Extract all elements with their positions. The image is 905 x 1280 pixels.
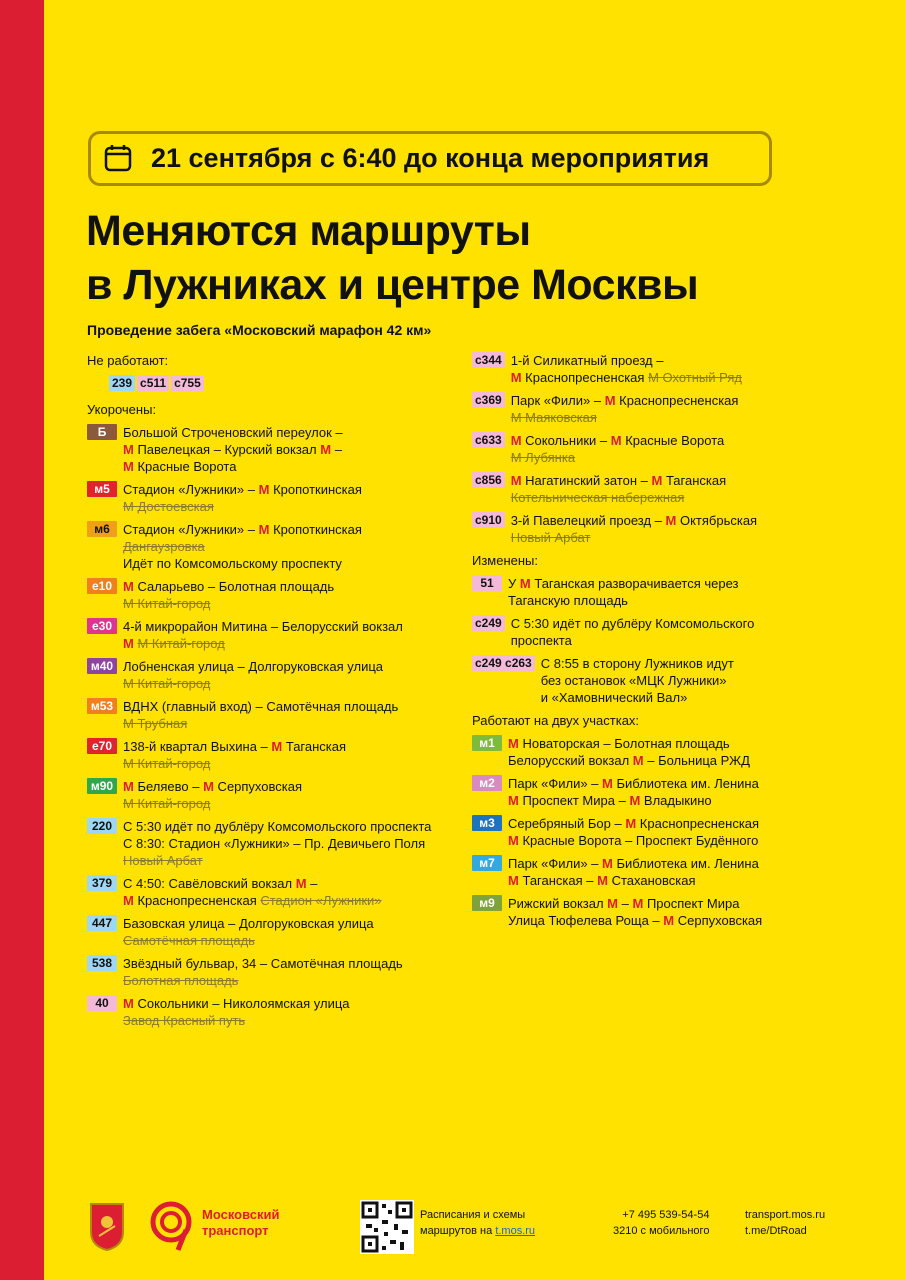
route-badge: м1 — [472, 735, 502, 751]
route-description-line — [508, 815, 759, 832]
left-red-stripe — [0, 0, 44, 1280]
route-item — [87, 915, 487, 949]
route-description-line — [123, 715, 398, 732]
cancelled-stop: М Китай-город — [123, 596, 211, 611]
metro-icon: М — [625, 816, 637, 831]
route-badge: 379 — [87, 875, 117, 891]
route-badge: м40 — [87, 658, 117, 674]
route-badge: с369 — [472, 392, 505, 408]
route-text: Звёздный бульвар, 34 – Самотёчная площадь — [123, 956, 403, 971]
route-text: Стадион «Лужники» – М Кропоткинская — [123, 522, 362, 537]
route-description-line — [511, 529, 757, 546]
route-item — [472, 432, 892, 466]
route-description-line — [123, 618, 403, 635]
route-text: без остановок «МЦК Лужники» — [540, 673, 727, 688]
route-item — [472, 392, 892, 426]
date-banner — [88, 131, 772, 186]
route-text: Идёт по Комсомольскому проспекту — [123, 556, 342, 571]
route-description-line — [508, 895, 762, 912]
route-item — [87, 578, 487, 612]
date-banner-text: 21 сентября с 6:40 до конца мероприятия — [151, 143, 710, 173]
moscow-transport-logo-icon — [148, 1200, 194, 1252]
route-text: М Павелецкая – Курский вокзал М – — [123, 442, 342, 457]
route-text: С 8:30: Стадион «Лужники» – Пр. Девичьего Поля — [123, 836, 426, 851]
metro-icon: М — [651, 473, 663, 488]
route-description-line — [123, 818, 431, 835]
cancelled-stop: Самотёчная площадь — [123, 933, 255, 948]
route-text: С 4:50: Савёловский вокзал М – — [123, 876, 318, 891]
route-text: и «Хамовнический Вал» — [540, 690, 688, 705]
route-badge: с856 — [472, 472, 505, 488]
route-description-line — [511, 392, 739, 409]
route-text: проспекта — [510, 633, 572, 648]
route-text: М Нагатинский затон – М Таганская — [510, 473, 727, 488]
two-sections-routes-list — [472, 735, 892, 929]
route-item — [87, 481, 487, 515]
qr-code-icon — [360, 1200, 414, 1254]
route-description-line — [123, 458, 343, 475]
cancelled-stop: М Китай-город — [123, 676, 211, 691]
cancelled-stop: М Китай-город — [123, 796, 211, 811]
metro-icon: М — [519, 576, 531, 591]
route-badge: м5 — [87, 481, 117, 497]
route-item — [472, 472, 892, 506]
changed-label: Изменены: — [472, 553, 539, 568]
route-item — [472, 615, 892, 649]
route-text: Парк «Фили» – М Библиотека им. Ленина — [508, 776, 759, 791]
route-description-line — [123, 852, 431, 869]
route-text: Парк «Фили» – М Библиотека им. Ленина — [508, 856, 759, 871]
route-text: 1-й Силикатный проезд – — [510, 353, 664, 368]
route-item — [472, 512, 892, 546]
moscow-coat-of-arms-icon — [89, 1202, 125, 1252]
route-text: Белорусский вокзал М – Больница РЖД — [508, 753, 750, 768]
right-column — [472, 352, 892, 935]
route-text: С 5:30 идёт по дублёру Комсомольского — [510, 616, 755, 631]
metro-icon: М — [508, 736, 519, 751]
phone-number[interactable]: +7 495 539-54-54 — [622, 1209, 710, 1221]
cancelled-stop: М Достоевская — [123, 499, 214, 514]
not-working-label: Не работают: — [87, 353, 169, 368]
route-description-line — [508, 575, 739, 592]
cancelled-stop: Завод Красный путь — [123, 1013, 246, 1028]
route-description-line — [511, 432, 725, 449]
cancelled-stop: М Лубянка — [510, 450, 576, 465]
route-text: М Красные Ворота — [123, 459, 237, 474]
route-item — [87, 618, 487, 652]
route-description-line — [123, 481, 362, 498]
route-description-line — [123, 538, 362, 555]
route-text: М Новаторская – Болотная площадь — [508, 736, 730, 751]
left-column — [87, 352, 487, 1035]
cancelled-stop: Новый Арбат — [123, 853, 203, 868]
route-text: М Красные Ворота – Проспект Будённого — [508, 833, 759, 848]
route-description-line — [123, 932, 374, 949]
metro-icon: М — [123, 636, 134, 651]
route-description-line — [123, 795, 302, 812]
metro-icon: М — [510, 370, 522, 385]
route-badge: 40 — [87, 995, 117, 1011]
route-description-line — [511, 409, 739, 426]
route-text: М Сокольники – Николоямская улица — [123, 996, 350, 1011]
cancelled-stop: Котельническая набережная — [510, 490, 685, 505]
route-badge: м90 — [87, 778, 117, 794]
metro-icon: М — [258, 482, 270, 497]
route-description-line — [511, 369, 742, 386]
route-text — [123, 636, 134, 651]
route-badge: 51 — [472, 575, 502, 591]
route-badge: м6 — [87, 521, 117, 537]
metro-icon: М — [123, 893, 134, 908]
site-link[interactable]: transport.mos.ru — [745, 1209, 826, 1221]
route-description-line — [123, 555, 362, 572]
route-badge: м53 — [87, 698, 117, 714]
metro-icon: М — [123, 779, 134, 794]
sched-line-2: маршрутов на — [420, 1225, 493, 1237]
page-title — [86, 204, 846, 312]
mobile-short-number: 3210 с мобильного — [613, 1225, 710, 1237]
route-text: М Проспект Мира – М Владыкино — [508, 793, 712, 808]
cancelled-stop: Новый Арбат — [510, 530, 591, 545]
route-description-line — [123, 778, 302, 795]
tmos-link[interactable]: t.mos.ru — [495, 1225, 536, 1237]
route-text: Улица Тюфелева Роща – М Серпуховская — [508, 913, 763, 928]
route-description-line — [511, 489, 726, 506]
route-badge: м9 — [472, 895, 502, 911]
route-item — [87, 778, 487, 812]
metro-icon: М — [320, 442, 332, 457]
cancelled-stop: М Маяковская — [510, 410, 597, 425]
route-item — [472, 352, 892, 386]
metro-icon: М — [602, 776, 613, 791]
route-item — [87, 875, 487, 909]
route-text: Серебряный Бор – М Краснопресненская — [508, 816, 760, 831]
route-text: М Сокольники – М Красные Ворота — [510, 433, 725, 448]
route-description-line — [511, 472, 726, 489]
route-text: С 8:55 в сторону Лужников идут — [540, 656, 734, 671]
schedules-info — [420, 1207, 535, 1239]
route-badge: 447 — [87, 915, 117, 931]
route-description-line — [123, 441, 343, 458]
metro-icon: М — [629, 793, 641, 808]
route-item — [472, 735, 892, 769]
route-description-line — [123, 675, 383, 692]
metro-icon: М — [508, 793, 519, 808]
route-description-line — [508, 832, 759, 849]
route-description-line — [508, 872, 759, 889]
route-text: М Беляево – М Серпуховская — [123, 779, 303, 794]
route-description-line — [123, 498, 362, 515]
route-description-line — [123, 424, 343, 441]
metro-icon: М — [271, 739, 283, 754]
cancelled-stop: М Трубная — [123, 716, 188, 731]
metro-icon: М — [632, 753, 644, 768]
route-description-line — [508, 752, 750, 769]
metro-icon: М — [665, 513, 677, 528]
metro-icon: М — [632, 896, 644, 911]
route-badge: е70 — [87, 738, 117, 754]
cancelled-stop: М Охотный Ряд — [648, 370, 742, 385]
shortened-label: Укорочены: — [87, 402, 157, 417]
logo-line-1: Московский — [202, 1207, 280, 1222]
route-text: М Краснопресненская — [510, 370, 645, 385]
route-description-line — [541, 655, 734, 672]
route-badge: м3 — [472, 815, 502, 831]
metro-icon: М — [610, 433, 622, 448]
route-description-line — [508, 592, 739, 609]
route-item — [472, 815, 892, 849]
route-description-line — [511, 615, 755, 632]
route-text: Таганскую площадь — [508, 593, 628, 608]
route-description-line — [511, 632, 755, 649]
cancelled-stop: М Китай-город — [137, 636, 225, 651]
route-description-line — [123, 635, 403, 652]
telegram-link[interactable]: t.me/DtRoad — [745, 1225, 807, 1237]
route-item — [87, 658, 487, 692]
route-description-line — [123, 972, 403, 989]
metro-icon: М — [508, 833, 519, 848]
route-text: М Краснопресненская — [123, 893, 257, 908]
metro-icon: М — [604, 393, 616, 408]
metro-icon: М — [123, 579, 134, 594]
page-subtitle: Проведение забега «Московский марафон 42 км» — [87, 322, 432, 338]
route-item — [472, 575, 892, 609]
changed-routes-list — [472, 575, 892, 706]
moscow-transport-logo-text — [202, 1207, 280, 1239]
route-description-line — [511, 512, 757, 529]
route-badge: с633 — [472, 432, 505, 448]
metro-icon: М — [607, 896, 619, 911]
route-description-line — [508, 775, 759, 792]
phone-info — [613, 1207, 709, 1239]
route-text: М Таганская – М Стахановская — [508, 873, 696, 888]
route-description-line — [123, 698, 398, 715]
metro-icon: М — [508, 873, 519, 888]
route-description-line — [508, 792, 759, 809]
route-badge: Б — [87, 424, 117, 440]
route-badge: 239 — [109, 375, 135, 391]
route-description-line — [123, 595, 334, 612]
site-info — [745, 1207, 825, 1239]
route-text: 3-й Павелецкий проезд – М Октябрьская — [510, 513, 758, 528]
route-item — [87, 995, 487, 1029]
route-text: Рижский вокзал М – М Проспект Мира — [508, 896, 740, 911]
route-description-line — [508, 912, 762, 929]
metro-icon: М — [510, 473, 522, 488]
route-badge: 220 — [87, 818, 117, 834]
title-line-2: в Лужниках и центре Москвы — [86, 261, 699, 309]
route-text: С 5:30 идёт по дублёру Комсомольского проспекта — [123, 819, 432, 834]
route-item — [472, 775, 892, 809]
metro-icon: М — [663, 913, 675, 928]
metro-icon: М — [510, 433, 522, 448]
route-item — [87, 521, 487, 572]
route-description-line — [541, 689, 734, 706]
title-line-1: Меняются маршруты — [86, 207, 531, 255]
route-item — [87, 424, 487, 475]
route-item — [87, 818, 487, 869]
cancelled-stop: Дангаузровка — [123, 539, 205, 554]
shortened-routes-list — [87, 424, 487, 1029]
metro-icon: М — [597, 873, 608, 888]
not-working-routes — [109, 375, 487, 391]
route-text: 4-й микрорайон Митина – Белорусский вокзал — [123, 619, 403, 634]
cancelled-stop: Болотная площадь — [123, 973, 239, 988]
route-description-line — [123, 835, 431, 852]
route-text: Парк «Фили» – М Краснопресненская — [510, 393, 739, 408]
route-description-line — [511, 449, 725, 466]
route-description-line — [123, 915, 374, 932]
metro-icon: М — [295, 876, 307, 891]
route-text: Большой Строченовский переулок – — [123, 425, 343, 440]
route-text: ВДНХ (главный вход) – Самотёчная площадь — [123, 699, 399, 714]
route-item — [472, 855, 892, 889]
route-item — [472, 655, 892, 706]
metro-icon: М — [203, 779, 214, 794]
route-description-line — [123, 521, 362, 538]
route-description-line — [123, 955, 403, 972]
route-badge: м2 — [472, 775, 502, 791]
shortened-routes-list-2 — [472, 352, 892, 546]
route-description-line — [511, 352, 742, 369]
route-description-line — [508, 855, 759, 872]
route-badge: е30 — [87, 618, 117, 634]
route-text: Стадион «Лужники» – М Кропоткинская — [123, 482, 362, 497]
route-item — [87, 955, 487, 989]
metro-icon: М — [123, 442, 134, 457]
route-text: Лобненская улица – Долгоруковская улица — [123, 659, 384, 674]
route-description-line — [123, 658, 383, 675]
sched-line-1: Расписания и схемы — [420, 1209, 526, 1221]
route-description-line — [123, 755, 346, 772]
calendar-icon — [103, 143, 133, 173]
route-text: Базовская улица – Долгоруковская улица — [123, 916, 374, 931]
logo-line-2: транспорт — [202, 1223, 269, 1238]
route-badge: 538 — [87, 955, 117, 971]
route-description-line — [541, 672, 734, 689]
route-badge: с249 с263 — [472, 655, 535, 671]
route-description-line — [123, 1012, 350, 1029]
cancelled-stop: М Китай-город — [123, 756, 211, 771]
route-badge: с755 — [171, 375, 204, 391]
route-item — [472, 895, 892, 929]
route-description-line — [123, 738, 346, 755]
route-badge: с910 — [472, 512, 505, 528]
route-text: М Саларьево – Болотная площадь — [123, 579, 335, 594]
route-badge: е10 — [87, 578, 117, 594]
metro-icon: М — [123, 996, 134, 1011]
route-badge: с344 — [472, 352, 505, 368]
route-description-line — [123, 892, 382, 909]
two-sections-label: Работают на двух участках: — [472, 713, 640, 728]
route-text: У М Таганская разворачивается через — [508, 576, 739, 591]
route-description-line — [123, 578, 334, 595]
route-item — [87, 738, 487, 772]
metro-icon: М — [258, 522, 270, 537]
route-text: 138-й квартал Выхина – М Таганская — [123, 739, 347, 754]
route-item — [87, 698, 487, 732]
metro-icon: М — [123, 459, 134, 474]
route-badge: с511 — [137, 375, 169, 391]
route-badge: с249 — [472, 615, 505, 631]
cancelled-stop: Стадион «Лужники» — [260, 893, 382, 908]
route-description-line — [123, 875, 382, 892]
metro-icon: М — [602, 856, 613, 871]
route-badge: м7 — [472, 855, 502, 871]
route-description-line — [123, 995, 350, 1012]
route-description-line — [508, 735, 750, 752]
